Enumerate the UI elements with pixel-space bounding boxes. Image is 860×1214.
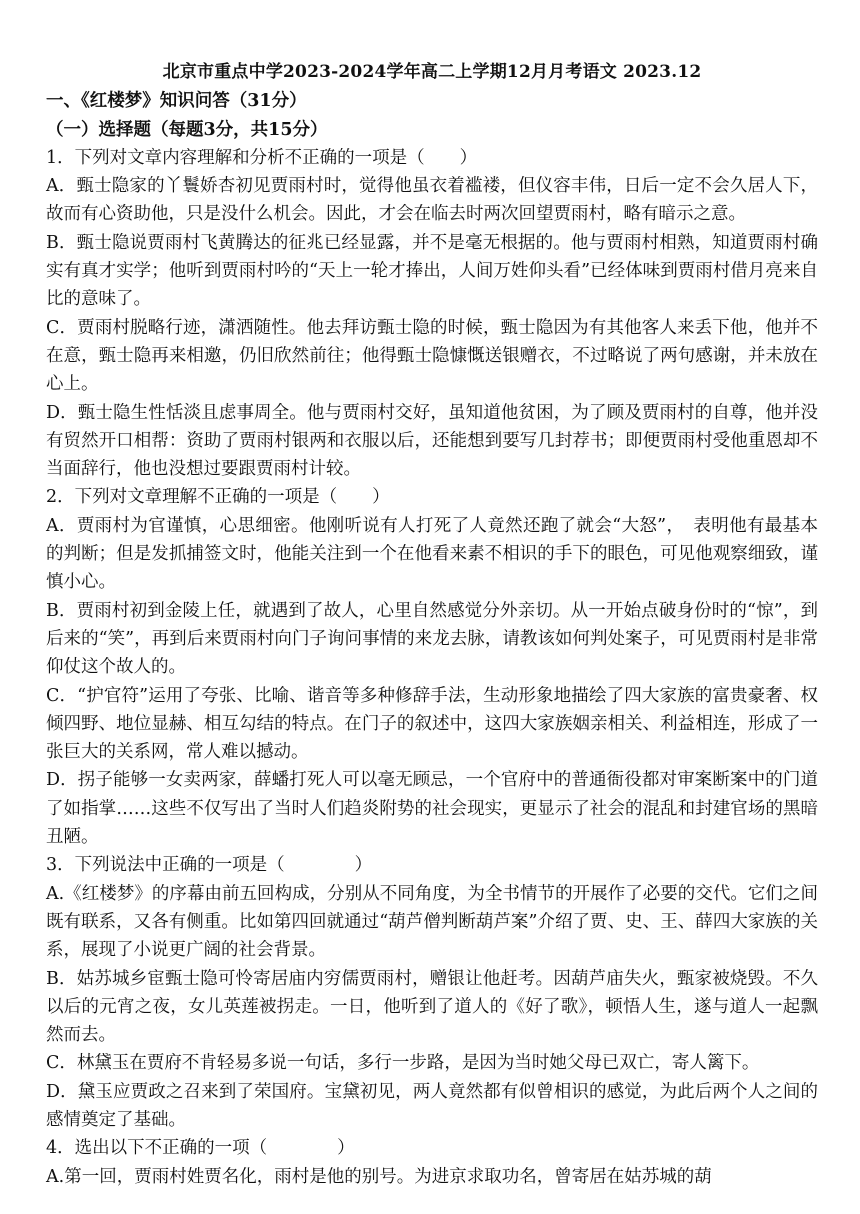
option-c: C．“护官符”运用了夸张、比喻、谐音等多种修辞手法，生动形象地描绘了四大家族的富贵豪奢、权倾四野、地位显赫、相互勾结的特点。在门子的叙述中，这四大家族姻亲相关、利益相连，形成了一张巨大的关系网，常人难以撼动。 <box>46 685 818 763</box>
section-heading: 一、《红楼梦》知识问答（31分） <box>46 91 307 112</box>
question-stem: 4．选出以下不正确的一项（ ） <box>46 1138 355 1159</box>
option-d: D．拐子能够一女卖两家，薛蟠打死人可以毫无顾忌，一个官府中的普通衙役都对审案断案中的门道了如指掌……这些不仅写出了当时人们趋炎附势的社会现实，更显示了社会的混乱和封建官场的黑暗丑陋。 <box>46 770 818 848</box>
question-3 <box>46 851 818 1134</box>
question-1 <box>46 144 818 484</box>
option-c: C．贾雨村脱略行迹，潇洒随性。他去拜访甄士隐的时候，甄士隐因为有其他客人来丢下他，他并不在意，甄士隐再来相邀，仍旧欣然前往；他得甄士隐慷慨送银赠衣，不过略说了两句感谢，并未放在心上。 <box>46 317 818 395</box>
question-4 <box>46 1134 818 1191</box>
option-d: D．甄士隐生性恬淡且虑事周全。他与贾雨村交好，虽知道他贫困，为了顾及贾雨村的自尊，他并没有贸然开口相帮：资助了贾雨村银两和衣服以后，还能想到要写几封荐书；即便贾雨村受他重恩却不当面辞行，他也没想过要跟贾雨村计较。 <box>46 402 818 480</box>
option-b: B．贾雨村初到金陵上任，就遇到了故人，心里自然感觉分外亲切。从一开始点破身份时的“惊”，到后来的“笑”，再到后来贾雨村向门子询问事情的来龙去脉，请教该如何判处案子，可见贾雨村是非常仰仗这个故人的。 <box>46 600 818 678</box>
option-b: B．甄士隐说贾雨村飞黄腾达的征兆已经显露，并不是毫无根据的。他与贾雨村相熟，知道贾雨村确实有真才实学；他听到贾雨村吟的“天上一轮才捧出，人间万姓仰头看”已经体味到贾雨村借月亮来自比的意味了。 <box>46 232 818 310</box>
question-stem: 3．下列说法中正确的一项是（ ） <box>46 855 373 876</box>
question-stem: 2．下列对文章理解不正确的一项是（ ） <box>46 487 390 508</box>
option-a: A．甄士隐家的丫鬟娇杏初见贾雨村时，觉得他虽衣着褴褛，但仪容丰伟，日后一定不会久居人下，故而有心资助他，只是没什么机会。因此，才会在临去时两次回望贾雨村，略有暗示之意。 <box>46 176 818 225</box>
option-c: C．林黛玉在贾府不肯轻易多说一句话，多行一步路，是因为当时她父母已双亡，寄人篱下。 <box>46 1053 760 1074</box>
exam-title: 北京市重点中学2023-2024学年高二上学期12月月考语文 2023.12 <box>162 62 702 82</box>
option-a: A.《红楼梦》的序幕由前五回构成，分别从不同角度，为全书情节的开展作了必要的交代。它们之间既有联系，又各有侧重。比如第四回就通过“葫芦僧判断葫芦案”介绍了贾、史、王、薛四大家族的关系，展现了小说更广阔的社会背景。 <box>46 883 818 961</box>
option-a: A．贾雨村为官谨慎，心思细密。他刚听说有人打死了人竟然还跑了就会“大怒”， 表明他有最基本的判断；但是发抓捕签文时，他能关注到一个在他看来素不相识的手下的眼色，可见他观察细致，谨慎小心。 <box>46 515 818 593</box>
option-b: B．姑苏城乡宦甄士隐可怜寄居庙内穷儒贾雨村，赠银让他赶考。因葫芦庙失火，甄家被烧毁。不久以后的元宵之夜，女儿英莲被拐走。一日，他听到了道人的《好了歌》，顿悟人生，遂与道人一起飘然而去。 <box>46 968 818 1046</box>
subsection-heading: （一）选择题（每题3分，共15分） <box>46 119 328 140</box>
question-2 <box>46 483 818 851</box>
option-a: A.第一回，贾雨村姓贾名化，雨村是他的别号。为进京求取功名，曾寄居在姑苏城的葫 <box>46 1166 712 1187</box>
option-d: D．黛玉应贾政之召来到了荣国府。宝黛初见，两人竟然都有似曾相识的感觉，为此后两个人之间的感情奠定了基础。 <box>46 1081 818 1130</box>
question-stem: 1．下列对文章内容理解和分析不正确的一项是（ ） <box>46 147 478 168</box>
exam-page <box>46 58 818 1191</box>
